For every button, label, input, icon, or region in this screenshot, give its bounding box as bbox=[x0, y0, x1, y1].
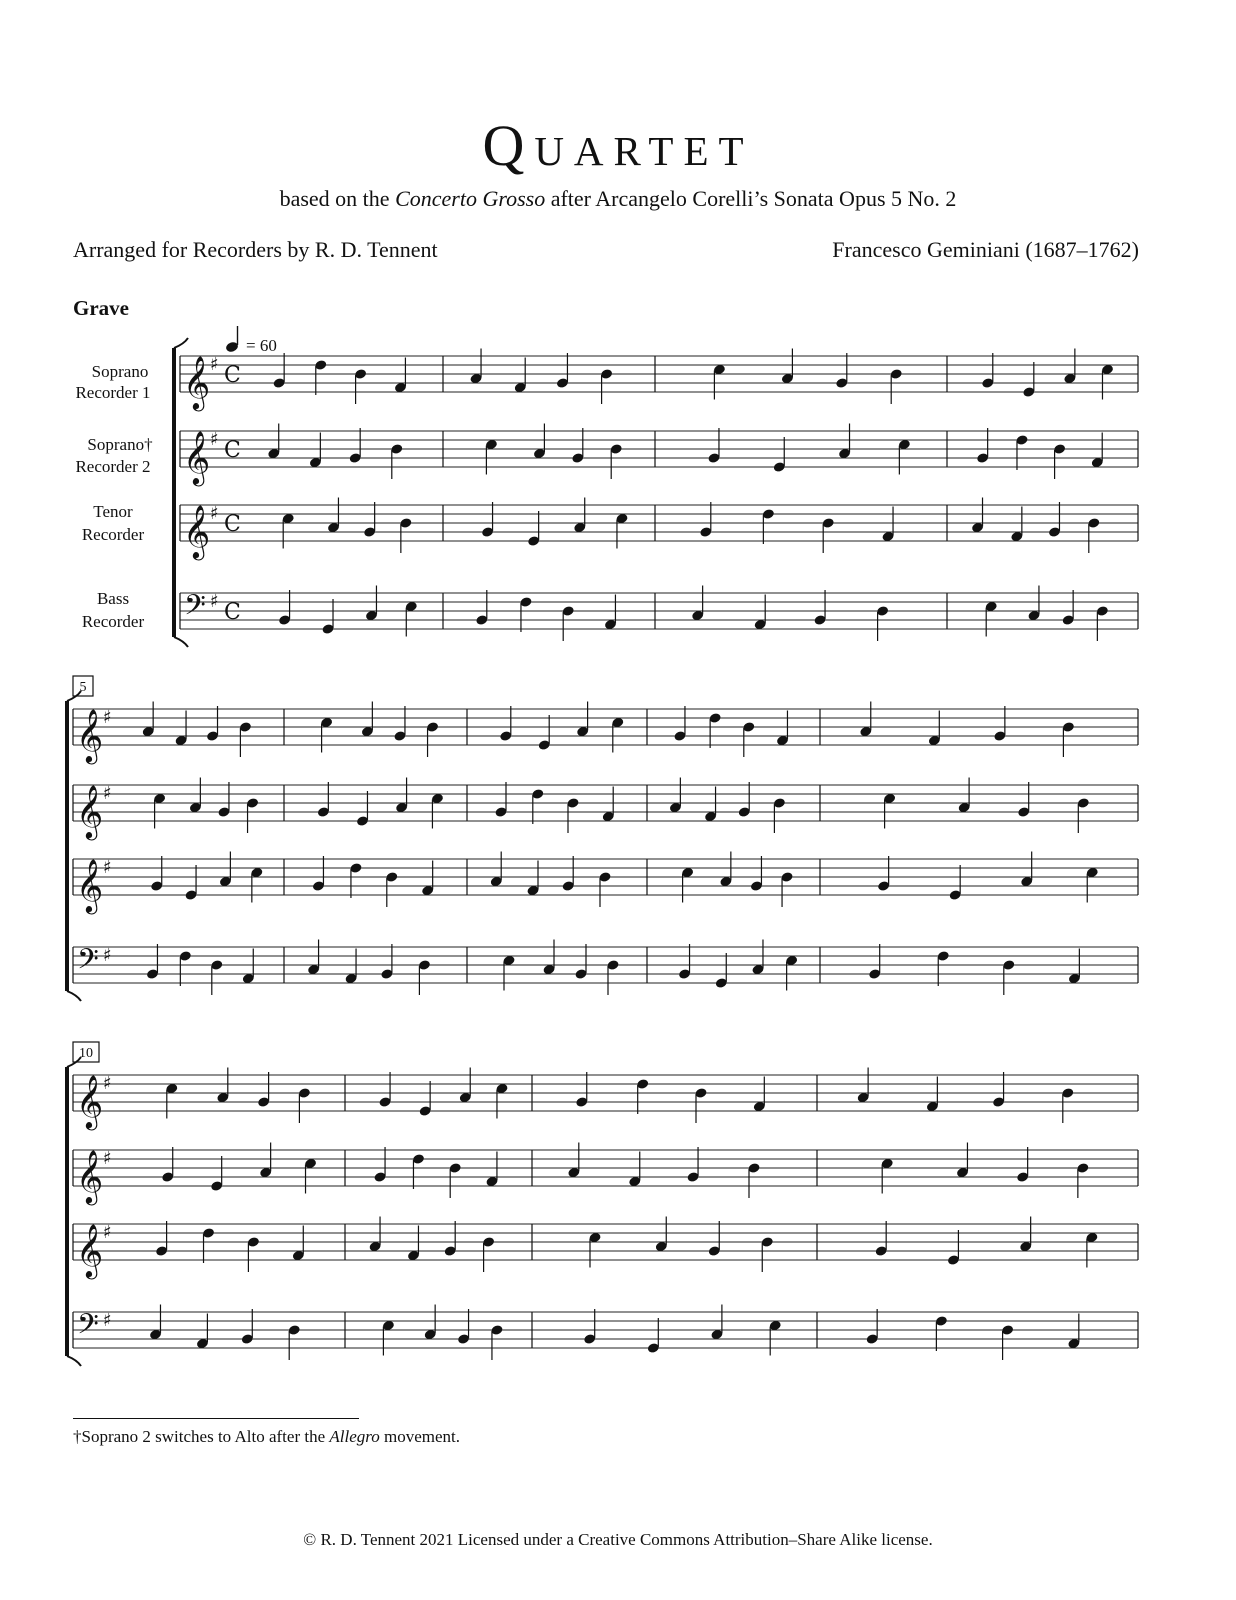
instrument-label: Soprano bbox=[91, 362, 149, 381]
treble-clef-icon: 𝄞 bbox=[76, 858, 104, 912]
instrument-label: Tenor bbox=[93, 502, 133, 521]
instrument-label: Recorder 2 bbox=[75, 457, 151, 476]
staff bbox=[180, 424, 1138, 487]
sharp-icon: ♯ bbox=[103, 1222, 112, 1243]
composer-credit: Francesco Geminiani (1687–1762) bbox=[832, 237, 1139, 262]
copyright: © R. D. Tennent 2021 Licensed under a Creative Commons Attribution–Share Alike license. bbox=[303, 1530, 933, 1549]
instrument-label: Recorder bbox=[81, 612, 145, 631]
sharp-icon: ♯ bbox=[210, 503, 219, 524]
staff bbox=[73, 1305, 1138, 1361]
sharp-icon: ♯ bbox=[103, 857, 112, 878]
metronome-value: = 60 bbox=[246, 336, 277, 355]
sharp-icon: ♯ bbox=[103, 707, 112, 728]
arranger-credit: Arranged for Recorders by R. D. Tennent bbox=[73, 237, 438, 262]
bass-clef-icon: 𝄢 bbox=[77, 943, 99, 983]
staff bbox=[73, 702, 1138, 765]
staff-systems bbox=[67, 338, 1138, 1366]
treble-clef-icon: 𝄞 bbox=[183, 504, 211, 558]
measure-number-5 bbox=[73, 676, 93, 696]
sharp-icon: ♯ bbox=[210, 591, 219, 612]
staff-system bbox=[67, 1057, 1138, 1366]
treble-clef-icon: 𝄞 bbox=[76, 1074, 104, 1128]
staff bbox=[180, 586, 1138, 642]
footnote-rule bbox=[73, 1418, 359, 1419]
svg-text:10: 10 bbox=[79, 1046, 93, 1061]
treble-clef-icon: 𝄞 bbox=[76, 1223, 104, 1277]
measure-number-10 bbox=[73, 1042, 99, 1062]
instrument-labels bbox=[75, 362, 152, 631]
sharp-icon: ♯ bbox=[103, 1073, 112, 1094]
treble-clef-icon: 𝄞 bbox=[183, 430, 211, 484]
staff bbox=[73, 1143, 1138, 1206]
sharp-icon: ♯ bbox=[210, 354, 219, 375]
staff bbox=[180, 349, 1138, 412]
page-title: Quartet bbox=[482, 113, 754, 178]
bass-clef-icon: 𝄢 bbox=[184, 589, 206, 629]
footnote: †Soprano 2 switches to Alto after the Allegro movement. bbox=[73, 1427, 461, 1446]
tempo-marking: Grave bbox=[73, 296, 129, 320]
metronome-mark bbox=[225, 326, 277, 355]
staff-system bbox=[67, 691, 1138, 1001]
time-signature-icon: C bbox=[224, 438, 241, 463]
svg-text:5: 5 bbox=[79, 680, 87, 695]
treble-clef-icon: 𝄞 bbox=[183, 355, 211, 409]
instrument-label: Recorder bbox=[81, 525, 145, 544]
staff-system bbox=[174, 338, 1138, 647]
instrument-label: Soprano† bbox=[87, 435, 153, 454]
sharp-icon: ♯ bbox=[210, 429, 219, 450]
sharp-icon: ♯ bbox=[103, 1310, 112, 1331]
treble-clef-icon: 𝄞 bbox=[76, 708, 104, 762]
time-signature-icon: C bbox=[224, 363, 241, 388]
bass-clef-icon: 𝄢 bbox=[77, 1308, 99, 1348]
instrument-label: Bass bbox=[96, 589, 130, 608]
instrument-label: Recorder 1 bbox=[75, 383, 151, 402]
treble-clef-icon: 𝄞 bbox=[76, 1149, 104, 1203]
time-signature-icon: C bbox=[224, 600, 241, 625]
staff bbox=[73, 1217, 1138, 1280]
staff bbox=[180, 498, 1138, 561]
subtitle: based on the Concerto Grosso after Arcangelo Corelli’s Sonata Opus 5 No. 2 bbox=[279, 186, 957, 211]
sharp-icon: ♯ bbox=[103, 1148, 112, 1169]
staff bbox=[73, 852, 1138, 915]
sharp-icon: ♯ bbox=[103, 945, 112, 966]
treble-clef-icon: 𝄞 bbox=[76, 784, 104, 838]
staff bbox=[73, 940, 1138, 996]
time-signature-icon: C bbox=[224, 512, 241, 537]
staff bbox=[73, 1068, 1138, 1131]
staff bbox=[73, 778, 1138, 841]
sharp-icon: ♯ bbox=[103, 783, 112, 804]
